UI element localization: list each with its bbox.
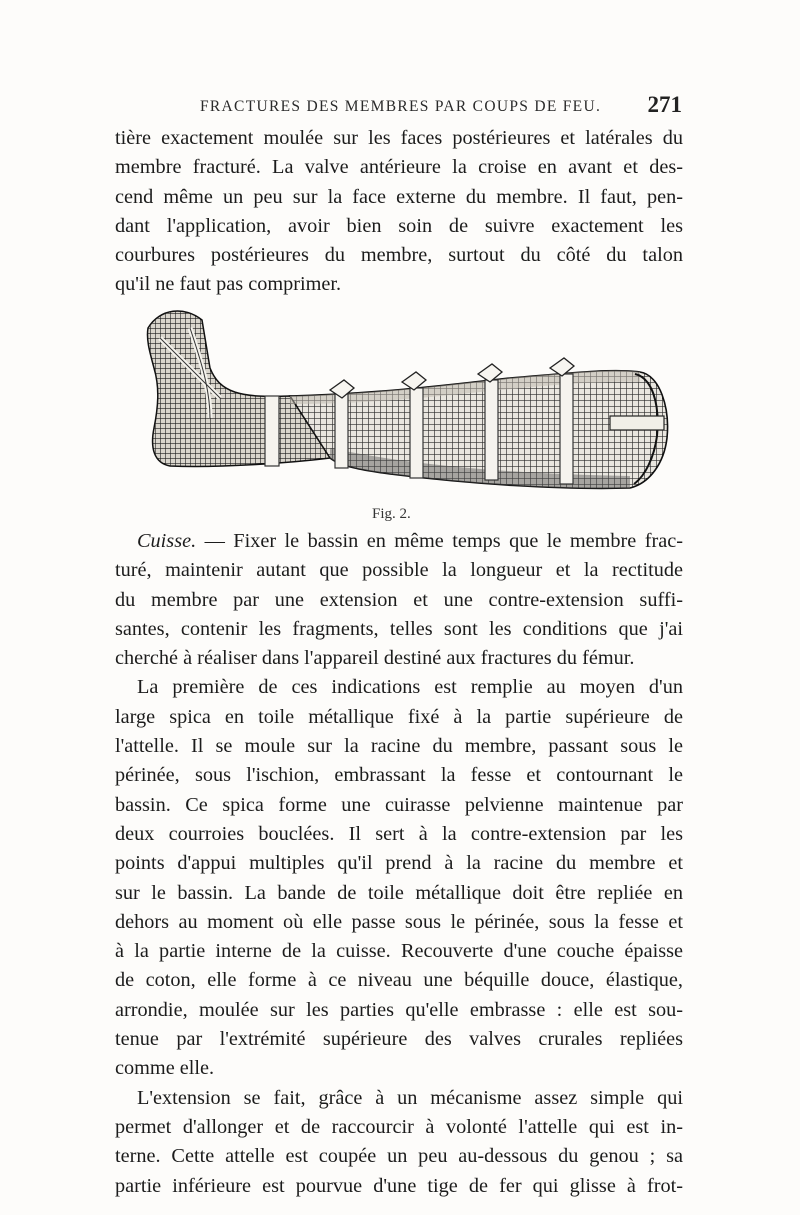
text-line: L'extension se fait, grâce à un mécanisme assez simple qui	[137, 1086, 683, 1109]
text-line: La première de ces indications est remplie au moyen d'un	[137, 676, 683, 699]
text-line: turé, maintenir autant que possible la longueur et la rectitude	[115, 559, 683, 582]
text-line: tière exactement moulée sur les faces postérieures et latérales du	[115, 127, 683, 149]
text-line: dant l'application, avoir bien soin de suivre exactement les	[115, 214, 683, 237]
text-line: points d'appui multiples qu'il prend à la racine du membre et	[115, 852, 683, 875]
page-number: 271	[647, 92, 682, 117]
text-line: de coton, elle forme à ce niveau une béquille douce, élastique,	[115, 969, 683, 992]
text-line: périnée, sous l'ischion, embrassant la fesse et contournant le	[115, 764, 683, 787]
leg-splint-illustration	[140, 298, 680, 508]
text-line: comme elle.	[115, 1057, 215, 1080]
text-line: dehors au moment où elle passe sous le périnée, sous la fesse et	[115, 910, 683, 933]
section-first-line	[115, 527, 683, 556]
text-line: qu'il ne faut pas comprimer.	[115, 273, 342, 296]
strap	[485, 380, 498, 480]
text-line: cherché à réaliser dans l'appareil destiné aux fractures du fémur.	[115, 647, 635, 670]
text-line: du membre par une extension et une contre-extension suffi-	[115, 588, 683, 611]
text-line: permet d'allonger et de raccourcir à volonté l'attelle qui est in-	[115, 1115, 683, 1138]
foot-mesh	[147, 311, 330, 466]
strap	[560, 374, 573, 484]
strap	[410, 388, 423, 478]
text-line: à la partie interne de la cuisse. Recouverte d'une couche épaisse	[115, 940, 683, 963]
section-thigh	[115, 527, 683, 1201]
strap	[335, 394, 348, 468]
text-line: l'attelle. Il se moule sur la racine du membre, passant sous le	[115, 735, 683, 758]
text-line: terne. Cette attelle est coupée un peu au-dessous du genou ; sa	[115, 1145, 683, 1168]
text-line: sur le bassin. La bande de toile métallique doit être repliée en	[115, 881, 683, 904]
text-line: tenue par l'extrémité supérieure des valves crurales repliées	[115, 1028, 683, 1051]
running-title: FRACTURES DES MEMBRES PAR COUPS DE FEU.	[200, 98, 602, 115]
section-first-line-text: — Fixer le bassin en même temps que le membre frac-	[204, 530, 683, 552]
page-header	[200, 94, 682, 118]
strap	[265, 396, 279, 466]
text-line: bassin. Ce spica forme une cuirasse pelvienne maintenue par	[115, 793, 683, 816]
text-line: membre fracturé. La valve antérieure la croise en avant et des-	[115, 156, 683, 179]
text-line: partie inférieure est pourvue d'une tige de fer qui glisse à frot-	[115, 1174, 683, 1197]
figure-caption: Fig. 2.	[372, 506, 411, 522]
paragraph-continued	[115, 124, 683, 300]
text-line: arrondie, moulée sur les parties qu'elle embrasse : elle est sou-	[115, 998, 683, 1021]
text-line: santes, contenir les fragments, telles sont les conditions que j'ai	[115, 617, 683, 640]
splint-bar	[610, 416, 664, 430]
text-line: large spica en toile métallique fixé à la partie supérieure de	[115, 705, 683, 728]
text-line: courbures postérieures du membre, surtout du côté du talon	[115, 244, 683, 267]
text-line: deux courroies bouclées. Il sert à la contre-extension par les	[115, 822, 683, 845]
text-line: cend même un peu sur la face externe du membre. Il faut, pen-	[115, 185, 683, 208]
section-heading: Cuisse.	[137, 530, 197, 552]
